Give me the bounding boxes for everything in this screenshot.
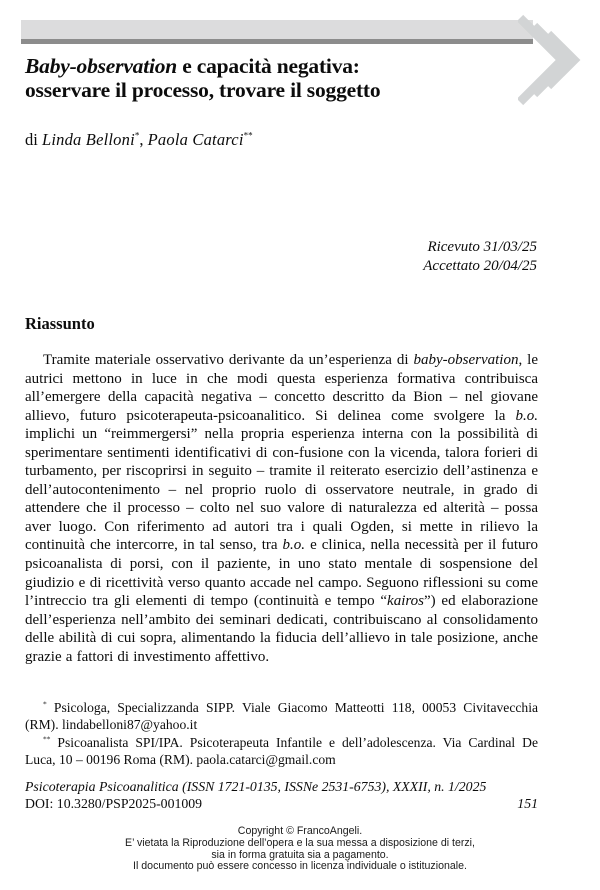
page-title — [25, 55, 525, 102]
byline — [25, 130, 537, 150]
doi: DOI: 10.3280/PSP2025-001009 — [25, 796, 203, 811]
page-number: 151 — [517, 796, 538, 811]
received-date: Ricevuto 31/03/25 — [427, 239, 537, 255]
doi-row — [25, 795, 538, 812]
byline-separator: , — [139, 130, 148, 149]
header-bar-dark — [21, 39, 533, 44]
author-1-name: Linda Belloni — [41, 130, 135, 149]
francoangeli-chevron-logo — [518, 12, 590, 112]
footnote-1-mark: * — [43, 699, 47, 709]
author-2-name: Paola Catarci — [147, 130, 244, 149]
author-2-footnote-mark: ** — [243, 130, 253, 141]
copyright-line-3: sia in forma gratuita sia a pagamento. — [211, 848, 389, 861]
footnotes — [25, 699, 538, 768]
author-1-footnote-mark: * — [134, 130, 140, 141]
copyright-notice — [0, 826, 600, 873]
footnote-1 — [25, 699, 538, 734]
title-line1-rest: e capacità negativa: — [177, 54, 360, 78]
accepted-date: Accettato 20/04/25 — [423, 257, 537, 274]
abstract-heading: Riassunto — [25, 314, 95, 333]
copyright-line-4: Il documento può essere concesso in licenza individuale o istituzionale. — [133, 860, 467, 873]
submission-dates — [25, 238, 537, 275]
header-bar-light — [21, 20, 533, 39]
footnote-1-text: Psicologa, Specializzanda SIPP. Viale Giacomo Matteotti 118, 00053 Civitavecchia (RM). lindabelloni87@yahoo.it — [25, 700, 538, 733]
title-line1 — [25, 54, 360, 78]
copyright-line-1: Copyright © FrancoAngeli. — [237, 825, 363, 837]
copyright-line-2: E’ vietata la Riproduzione dell’opera e la sua messa a disposizione di terzi, — [125, 836, 475, 849]
byline-prefix: di — [25, 130, 42, 149]
abstract-text: Tramite materiale osservativo derivante da un’esperienza di baby-observation, le autrici mettono in luce in che modi questa esperienza formativa contribuisca all’emergere della capacità negativa – concetto descritto da Bion – nel giovane allievo, futuro psicoterapeuta-psicoanalitico. Si delinea come svolgere la b.o. implichi un “reimmergersi” nella propria esperienza interna con la possibilità di sperimentare sentimenti identificativi di con-fusione con la vicenda, talora forieri di turbamento, per riscoprirsi in seguito – tramite il reiterato esercizio dell’astinenza e dell’autocontenimento – nel proprio ruolo di osservatore neutrale, in grado di attendere che il processo – colto nel suo valore di naturalezza ed alterità – possa aver luogo. Con riferimento ad autori tra i quali Ogden, si mette in rilievo la continuità che intercorre, in tal senso, tra b.o. e clinica, nella necessità per il futuro psicoanalista di porsi, con il paziente, in uno stato mentale di sospensione del giudizio e di ricettività verso quanto accade nel campo. Seguono riflessioni su come l’intreccio tra gli elementi di tempo (continuità e tempo “kairos”) ed elaborazione dell’esperienza nell’ambito dei seminari dedicati, contribuiscano al consolidamento delle abilità di cui sopra, alimentando la fiducia dell’allievo in tale posizione, anche grazie a fattori di investimento affettivo. — [25, 352, 539, 665]
footnote-2 — [25, 734, 538, 769]
footnote-2-text: Psicoanalista SPI/IPA. Psicoterapeuta Infantile e dell’adolescenza. Via Cardinal De Luca, 10 – 00196 Roma (RM). paola.catarci@gmail.com — [25, 734, 538, 767]
title-italic-part: Baby-observation — [25, 54, 178, 78]
journal-issue-info: Psicoterapia Psicoanalitica (ISSN 1721-0135, ISSNe 2531-6753), XXXII, n. 1/2025 — [25, 779, 487, 794]
journal-identification — [25, 778, 538, 812]
title-line2: osservare il processo, trovare il soggetto — [25, 77, 381, 102]
footnote-2-mark: ** — [43, 734, 51, 744]
